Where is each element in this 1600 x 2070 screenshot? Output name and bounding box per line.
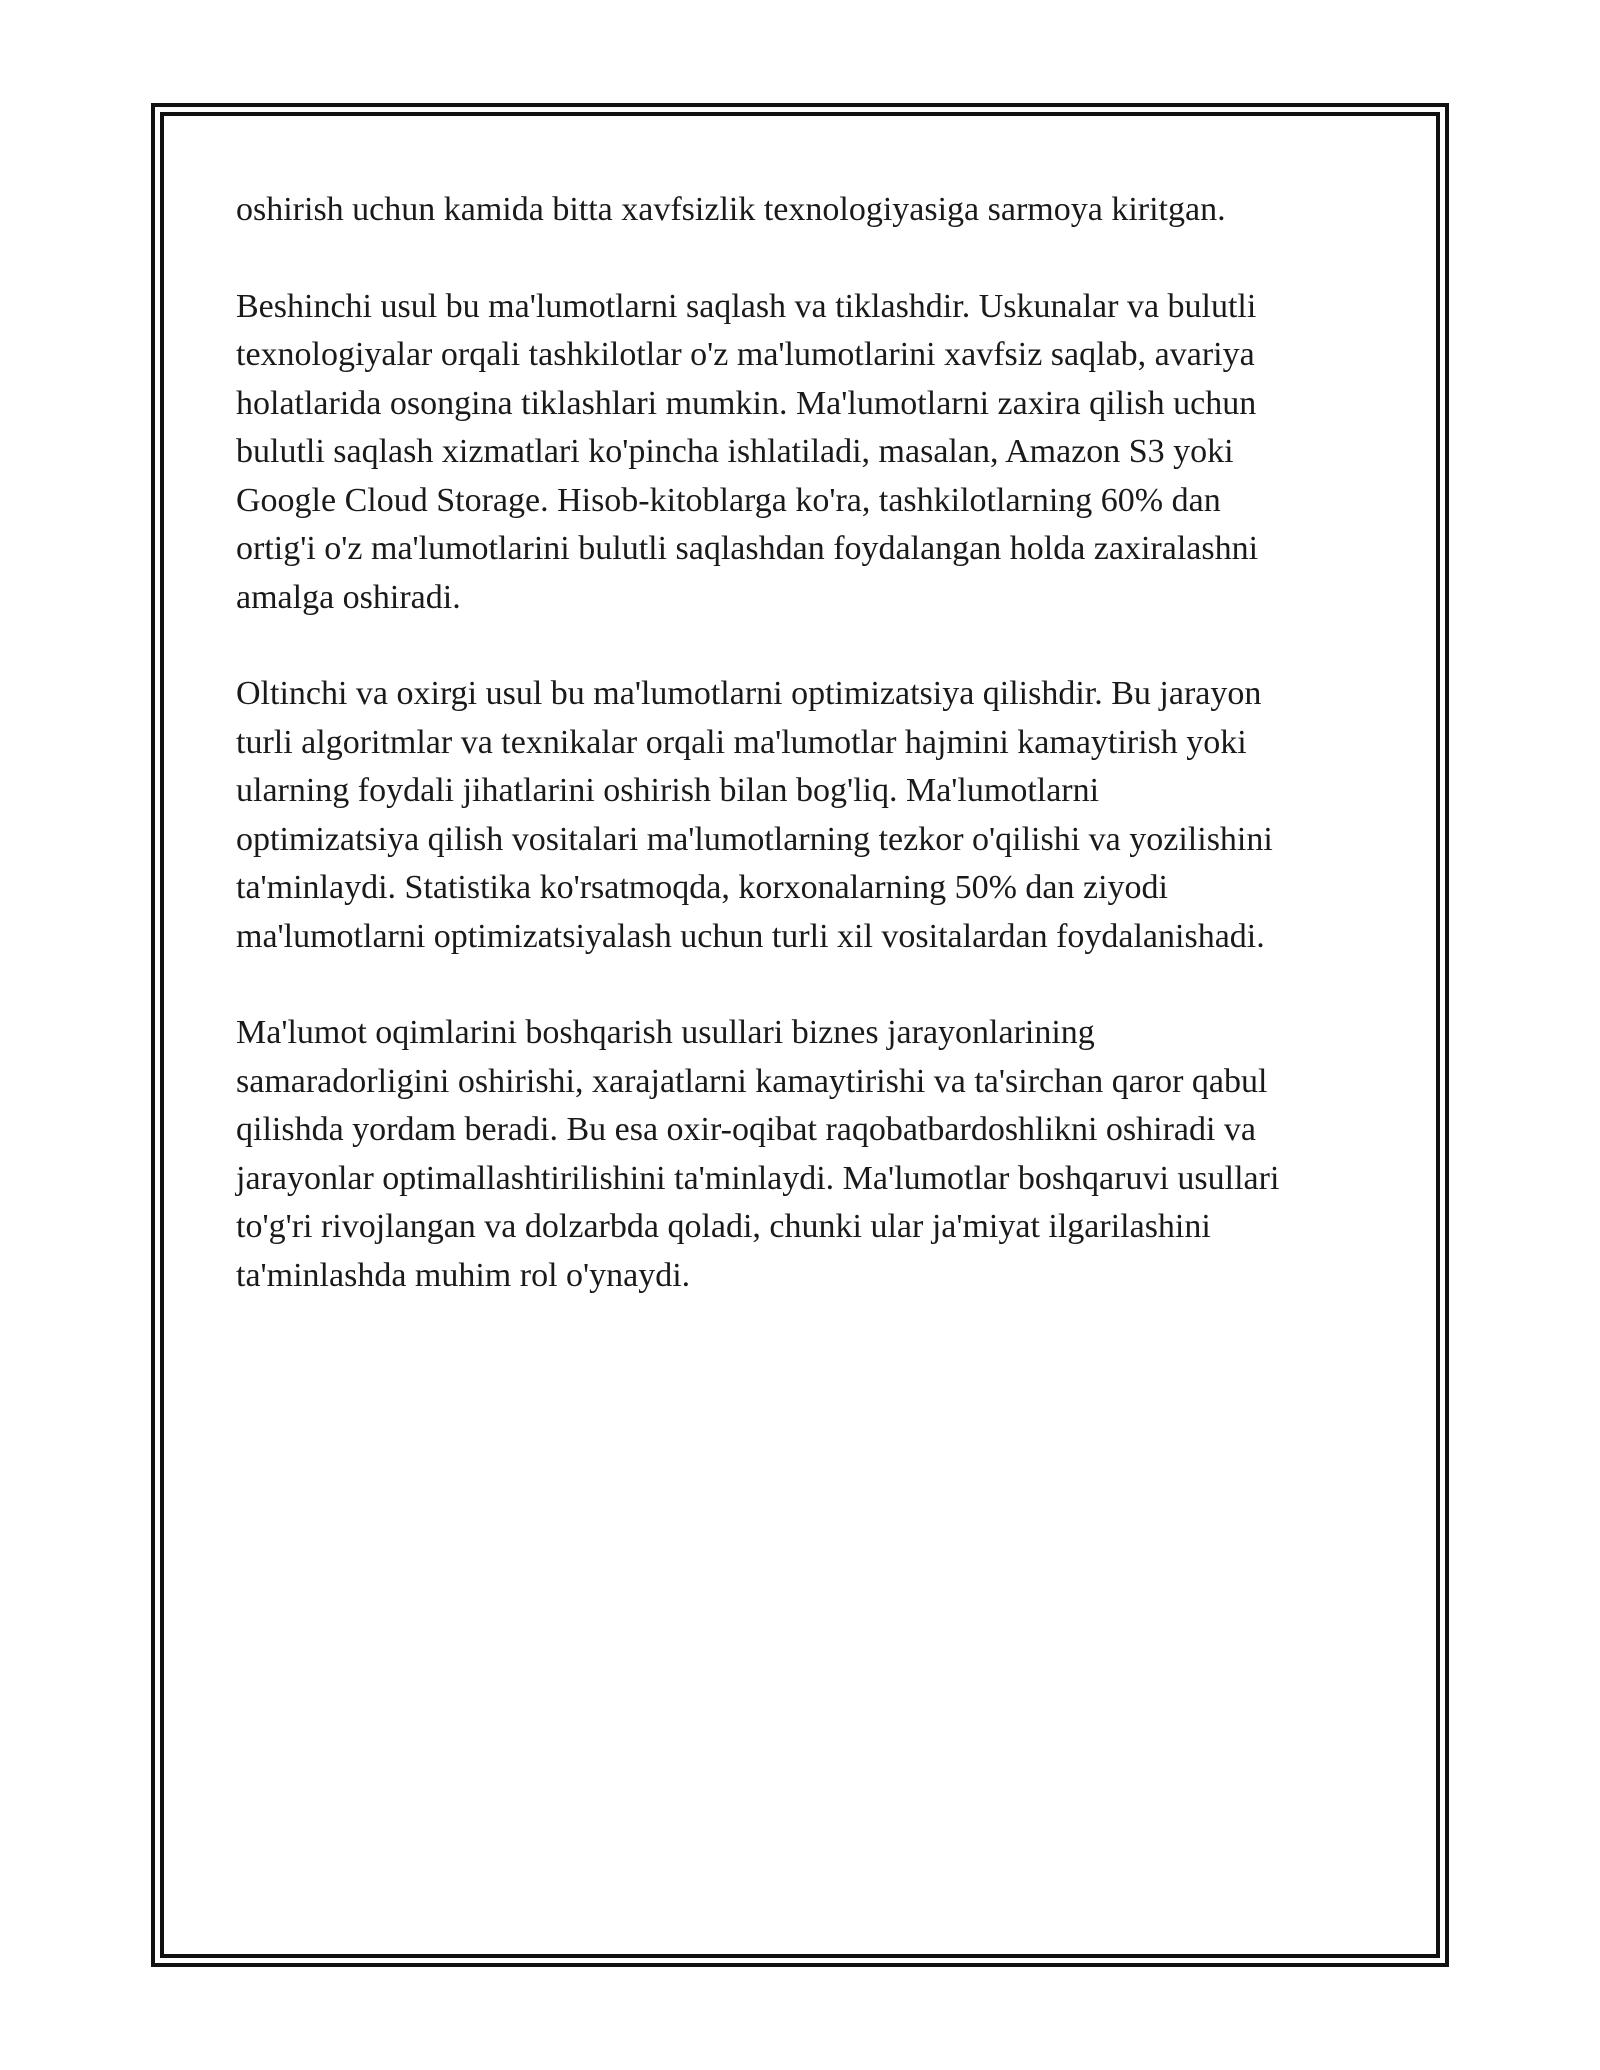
paragraph-continuation: oshirish uchun kamida bitta xavfsizlik texnologiyasiga sarmoya kiritgan. [236,191,1226,228]
paragraph-data-storage: Beshinchi usul bu ma'lumotlarni saqlash va tiklashdir. Uskunalar va bulutli texnologiyalar orqali tashkilotlar o'z ma'lumotlarini xavfsiz saqlab, avariya holatlarida osongina tiklashlari mumkin. Ma'lumotlarni zaxira qilish uchun bulutli saqlash xizmatlari ko'pincha ishlatiladi, masalan, Amazon S3 yoki Google Cloud Storage. Hisob-kitoblarga ko'ra, tashkilotlarning 60% dan ortig'i o'z ma'lumotlarini bulutli saqlashdan foydalangan holda zaxiralashni amalga oshiradi. [236,287,1259,616]
paragraph-data-optimization: Oltinchi va oxirgi usul bu ma'lumotlarni optimizatsiya qilishdir. Bu jarayon turli algoritmlar va texnikalar orqali ma'lumotlar hajmini kamaytirish yoki ularning foydali jihatlarini oshirish bilan bog'liq. Ma'lumotlarni optimizatsiya qilish vositalari ma'lumotlarning tezkor o'qilishi va yozilishini ta'minlaydi. Statistika ko'rsatmoqda, korxonalarning 50% dan ziyodi ma'lumotlarni optimizatsiyalash uchun turli xil vositalardan foydalanishadi. [236,675,1273,955]
document-body [236,186,1366,1348]
paragraph-conclusion: Ma'lumot oqimlarini boshqarish usullari biznes jarayonlarining samaradorligini oshirishi, xarajatlarni kamaytirishi va ta'sirchan qaror qabul qilishda yordam beradi. Bu esa oxir-oqibat raqobatbardoshlikni oshiradi va jarayonlar optimallashtirilishini ta'minlaydi. Ma'lumotlar boshqaruvi usullari to'g'ri rivojlangan va dolzarbda qoladi, chunki ular ja'miyat ilgarilashini ta'minlashda muhim rol o'ynaydi. [236,1014,1280,1294]
